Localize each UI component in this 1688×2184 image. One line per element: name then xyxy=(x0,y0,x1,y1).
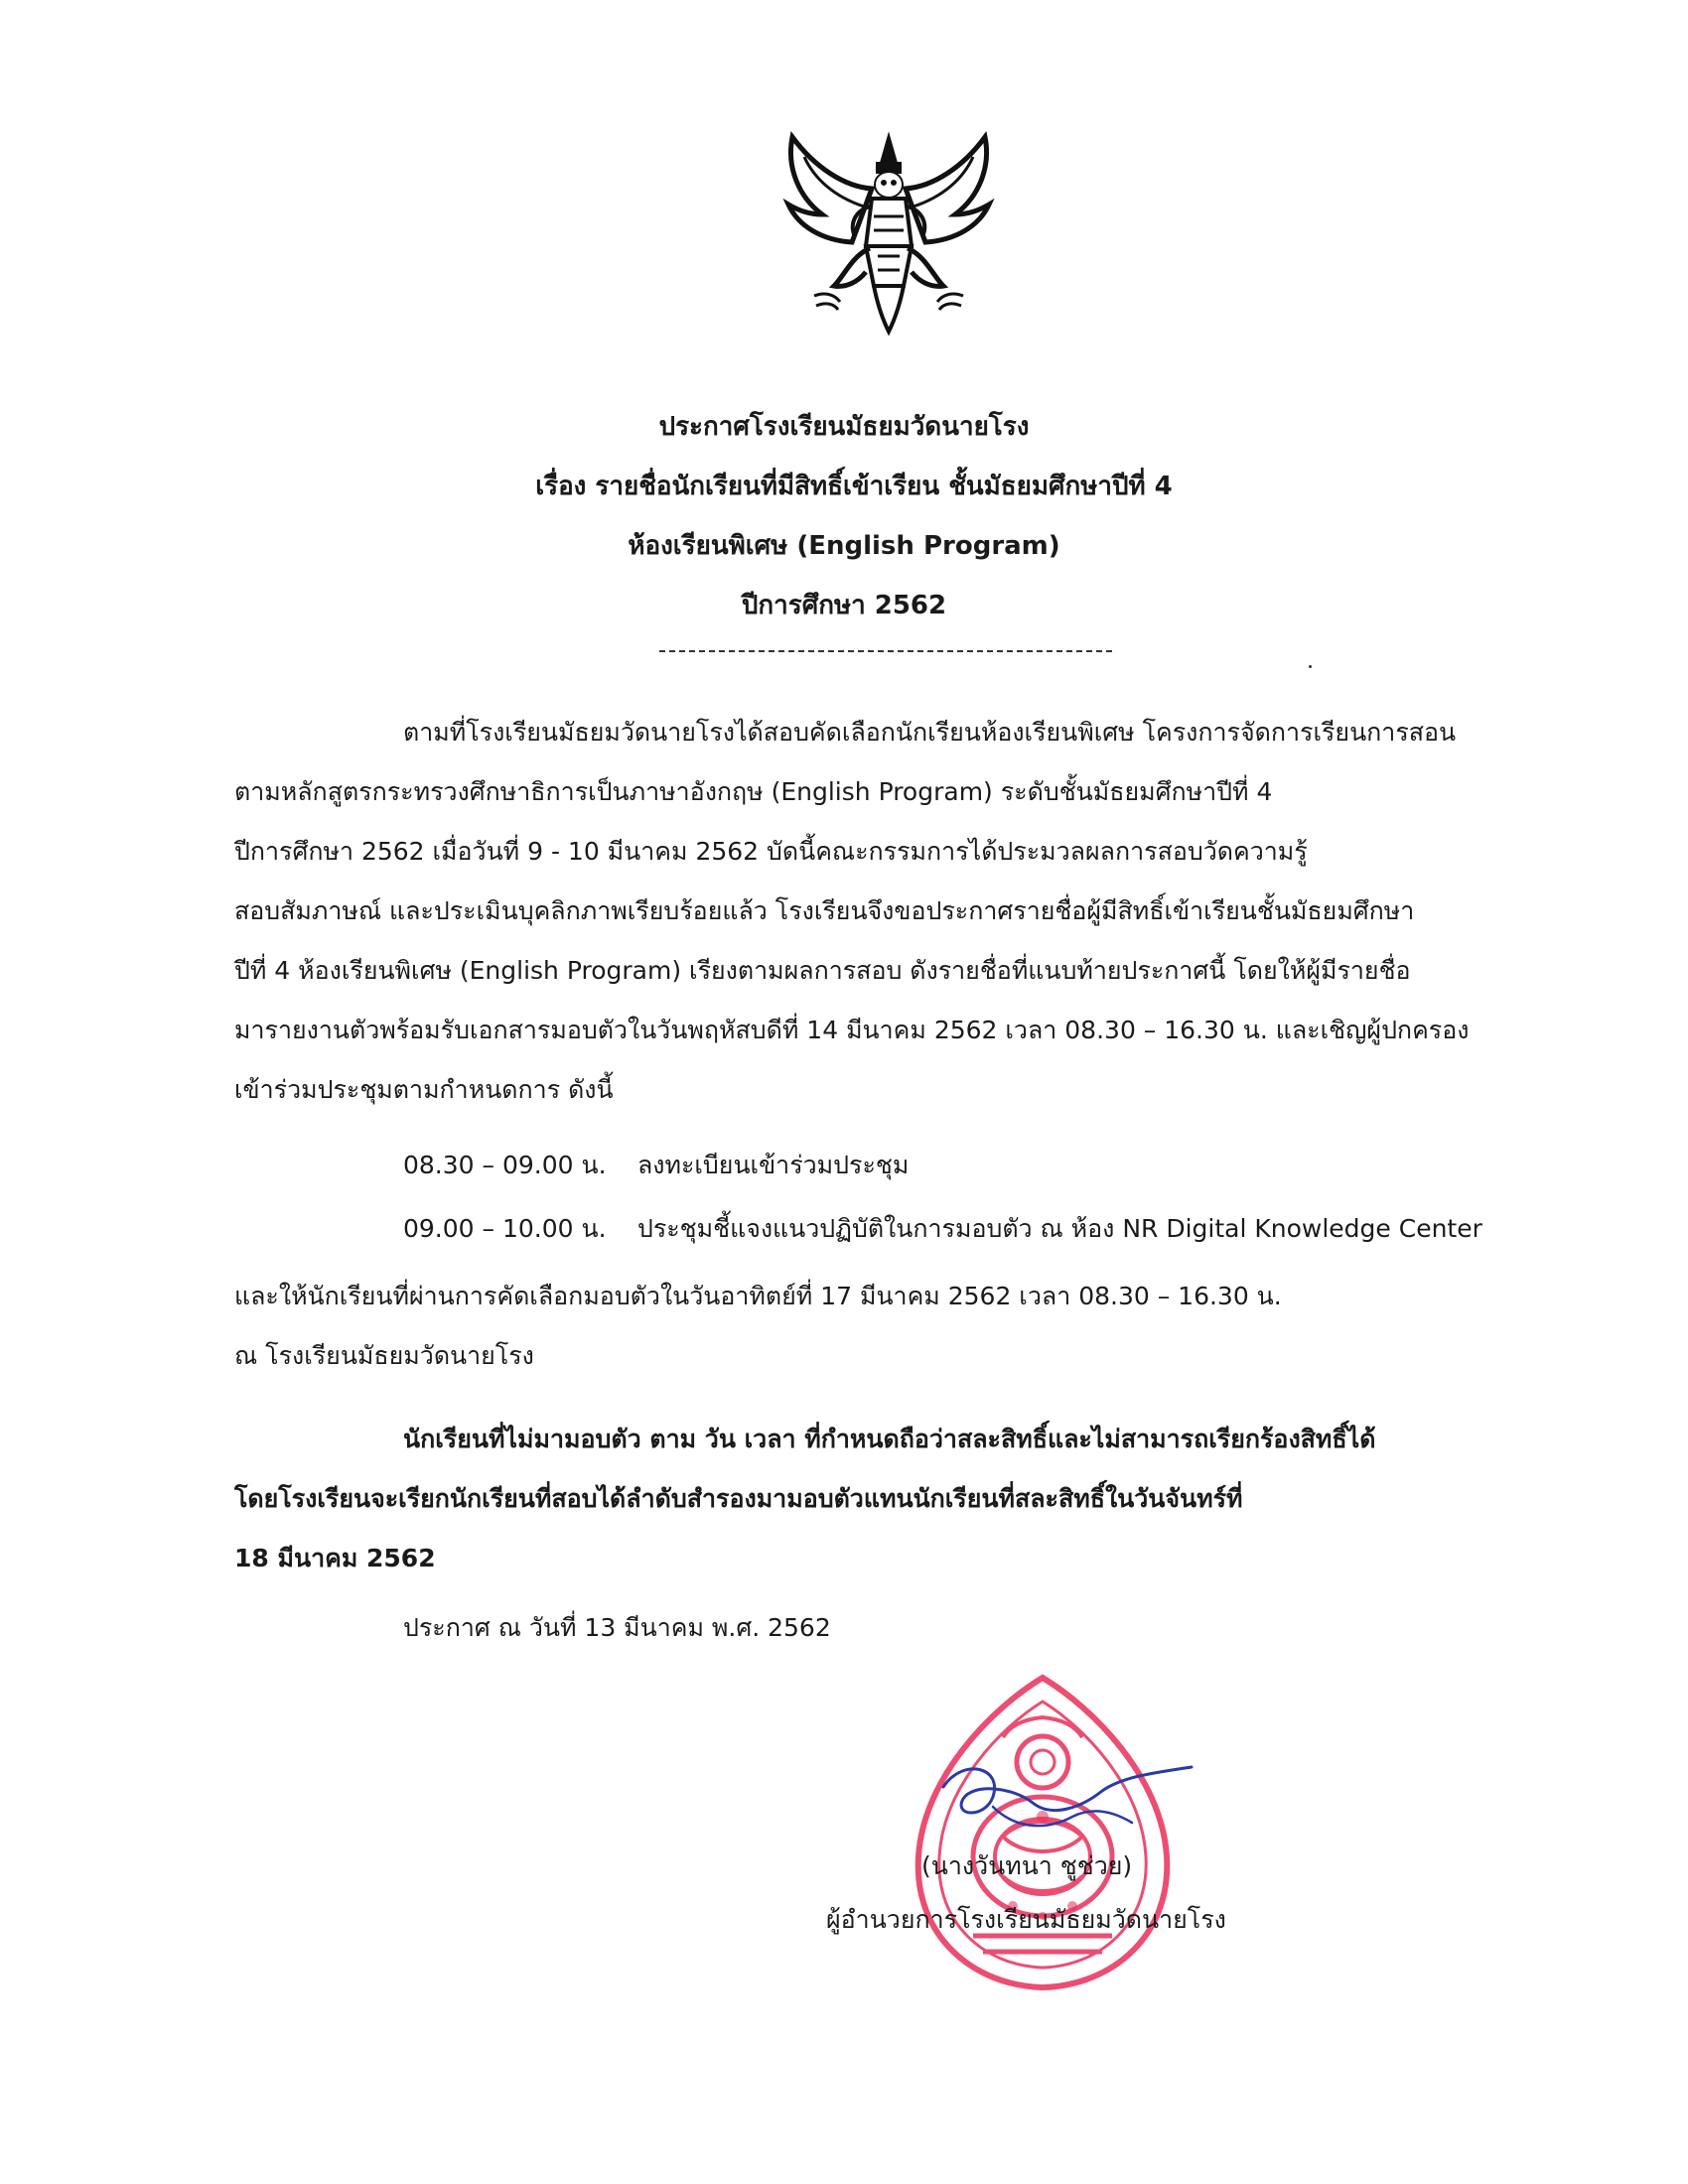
announcement-date: ประกาศ ณ วันที่ 13 มีนาคม พ.ศ. 2562 xyxy=(403,1613,831,1642)
scan-speck xyxy=(1309,665,1312,668)
paragraph-line: สอบสัมภาษณ์ และประเมินบุคลิกภาพเรียบร้อยแล้ว โรงเรียนจึงขอประกาศรายชื่อผู้มีสิทธิ์เข้าเรียนชั้นมัธยมศึกษา xyxy=(234,896,1415,925)
schedule-row xyxy=(403,1134,1482,1197)
announcement-header xyxy=(0,397,1688,635)
paragraph-main xyxy=(234,703,1545,1120)
schedule-activity: ประชุมชี้แจงแนวปฏิบัติในการมอบตัว ณ ห้อง NR Digital Knowledge Center xyxy=(636,1214,1482,1243)
garuda-emblem-icon xyxy=(774,127,1003,341)
paragraph-forfeit-notice xyxy=(234,1410,1545,1588)
paragraph-line: โดยโรงเรียนจะเรียกนักเรียนที่สอบได้ลำดับสำรองมามอบตัวแทนนักเรียนที่สละสิทธิ์ในวันจันทร์ที่ xyxy=(234,1484,1243,1513)
paragraph-registration xyxy=(234,1267,1545,1386)
paragraph-line: ปีการศึกษา 2562 เมื่อวันที่ 9 - 10 มีนาคม 2562 บัดนี้คณะกรรมการได้ประมวลผลการสอบวัดความรู้ xyxy=(234,837,1308,866)
signatory-name: (นางวันทนา ชูช่วย) xyxy=(921,1851,1133,1880)
schedule-time: 08.30 – 09.00 น. xyxy=(403,1151,607,1179)
paragraph-line: ตามหลักสูตรกระทรวงศึกษาธิการเป็นภาษาอังกฤษ (English Program) ระดับชั้นมัธยมศึกษาปีที่ 4 xyxy=(234,777,1273,806)
meeting-schedule xyxy=(403,1134,1482,1261)
header-academic-year: ปีการศึกษา 2562 xyxy=(741,591,947,620)
schedule-time: 09.00 – 10.00 น. xyxy=(403,1214,607,1243)
schedule-row xyxy=(403,1197,1482,1261)
signatory-title: ผู้อำนวยการโรงเรียนมัธยมวัดนายโรง xyxy=(826,1905,1226,1934)
paragraph-line: ณ โรงเรียนมัธยมวัดนายโรง xyxy=(234,1341,534,1370)
paragraph-line: ปีที่ 4 ห้องเรียนพิเศษ (English Program) เรียงตามผลการสอบ ดังรายชื่อที่แนบท้ายประกาศนี้ โดยให้ผู้มีรายชื่อ xyxy=(234,956,1411,985)
paragraph-line: ตามที่โรงเรียนมัธยมวัดนายโรงได้สอบคัดเลือกนักเรียนห้องเรียนพิเศษ โครงการจัดการเรียนการสอน xyxy=(403,718,1457,747)
schedule-activity: ลงทะเบียนเข้าร่วมประชุม xyxy=(636,1151,910,1179)
paragraph-line: มารายงานตัวพร้อมรับเอกสารมอบตัวในวันพฤหัสบดีที่ 14 มีนาคม 2562 เวลา 08.30 – 16.30 น. และเชิญผู้ปกครอง xyxy=(234,1016,1470,1044)
header-divider xyxy=(659,650,1112,652)
paragraph-line: นักเรียนที่ไม่มามอบตัว ตาม วัน เวลา ที่กำหนดถือว่าสละสิทธิ์และไม่สามารถเรียกร้องสิทธิ์ได้ xyxy=(403,1425,1376,1453)
handwritten-signature-icon xyxy=(933,1747,1211,1856)
header-program: ห้องเรียนพิเศษ (English Program) xyxy=(628,531,1060,561)
header-subject: เรื่อง รายชื่อนักเรียนที่มีสิทธิ์เข้าเรียน ชั้นมัธยมศึกษาปีที่ 4 xyxy=(535,472,1173,501)
header-institution: ประกาศโรงเรียนมัธยมวัดนายโรง xyxy=(658,412,1030,442)
paragraph-line: 18 มีนาคม 2562 xyxy=(234,1544,436,1572)
paragraph-line: และให้นักเรียนที่ผ่านการคัดเลือกมอบตัวในวันอาทิตย์ที่ 17 มีนาคม 2562 เวลา 08.30 – 16.30 น. xyxy=(234,1282,1282,1310)
paragraph-line: เข้าร่วมประชุมตามกำหนดการ ดังนี้ xyxy=(234,1075,614,1104)
